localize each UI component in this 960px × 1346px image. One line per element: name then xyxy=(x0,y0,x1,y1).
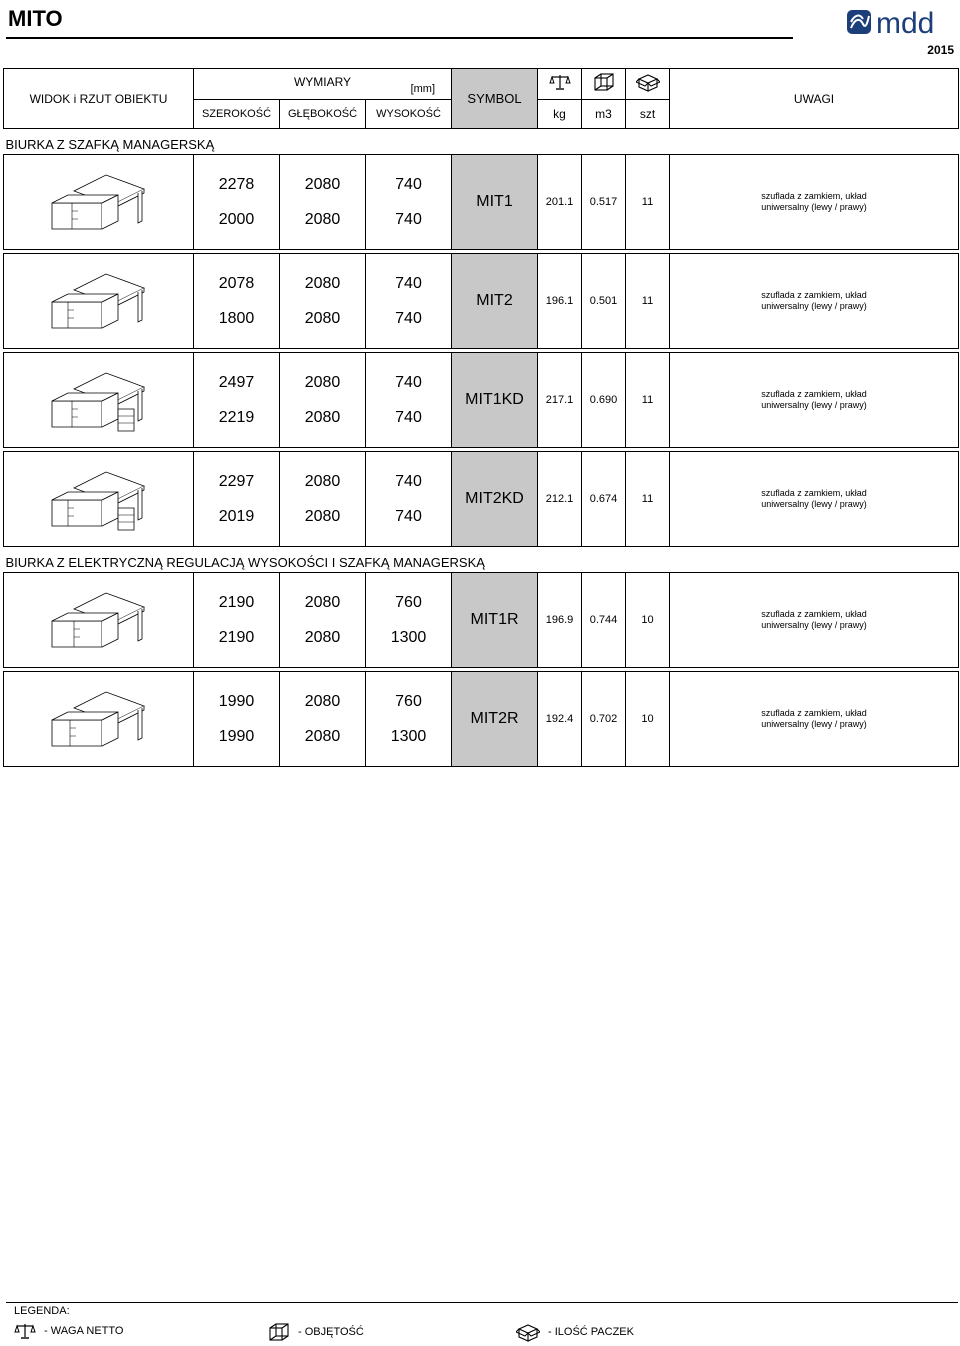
page-title: MITO xyxy=(8,6,63,31)
note-line: uniwersalny (lewy / prawy) xyxy=(761,719,867,729)
note-line: szuflada z zamkiem, układ xyxy=(761,488,867,498)
depth-value: 2080 xyxy=(304,374,341,391)
scale-icon xyxy=(14,1322,36,1340)
height-value: 740 xyxy=(395,176,422,193)
symbol-cell: MIT1 xyxy=(452,155,538,250)
product-row xyxy=(4,672,959,767)
packages-cell: 11 xyxy=(626,353,670,448)
weight-cell: 212.1 xyxy=(538,452,582,547)
volume-cell: 0.702 xyxy=(582,672,626,767)
height-value: 740 xyxy=(395,409,422,426)
depth-cell xyxy=(280,353,366,448)
notes-cell xyxy=(670,452,959,547)
depth-cell xyxy=(280,155,366,250)
header-notes: UWAGI xyxy=(670,69,959,129)
packages-cell: 10 xyxy=(626,573,670,668)
depth-value: 2080 xyxy=(304,176,341,193)
width-cell xyxy=(194,573,280,668)
depth-cell xyxy=(280,452,366,547)
note-line: szuflada z zamkiem, układ xyxy=(761,290,867,300)
product-sheet xyxy=(3,68,958,767)
width-value: 2019 xyxy=(218,508,255,525)
product-row xyxy=(4,155,959,250)
desk-drawing xyxy=(44,684,154,754)
header-view: WIDOK i RZUT OBIEKTU xyxy=(4,69,194,129)
width-value: 2078 xyxy=(218,275,255,292)
desk-drawing xyxy=(44,365,154,435)
header-kg: kg xyxy=(538,100,582,129)
desk-drawing xyxy=(44,167,154,237)
weight-cell: 196.1 xyxy=(538,254,582,349)
legend-weight-label: - WAGA NETTO xyxy=(44,1325,124,1337)
notes-cell xyxy=(670,573,959,668)
header-package xyxy=(626,69,670,100)
depth-value: 2080 xyxy=(304,728,341,745)
svg-text:mdd: mdd xyxy=(876,7,935,40)
volume-cell: 0.744 xyxy=(582,573,626,668)
product-row xyxy=(4,573,959,668)
height-value: 740 xyxy=(395,211,422,228)
note-line: szuflada z zamkiem, układ xyxy=(761,389,867,399)
header-symbol: SYMBOL xyxy=(452,69,538,129)
desk-drawing xyxy=(44,464,154,534)
note-line: uniwersalny (lewy / prawy) xyxy=(761,202,867,212)
product-view xyxy=(4,353,194,448)
depth-value: 2080 xyxy=(304,693,341,710)
width-cell xyxy=(194,254,280,349)
symbol-cell: MIT2R xyxy=(452,672,538,767)
width-value: 1800 xyxy=(218,310,255,327)
width-value: 2497 xyxy=(218,374,255,391)
cube-icon xyxy=(268,1322,290,1342)
height-cell xyxy=(366,254,452,349)
depth-value: 2080 xyxy=(304,508,341,525)
product-view xyxy=(4,672,194,767)
packages-cell: 11 xyxy=(626,155,670,250)
weight-cell: 201.1 xyxy=(538,155,582,250)
note-line: uniwersalny (lewy / prawy) xyxy=(761,301,867,311)
symbol-cell: MIT1R xyxy=(452,573,538,668)
notes-cell xyxy=(670,672,959,767)
height-cell xyxy=(366,672,452,767)
height-cell xyxy=(366,353,452,448)
header-depth: GŁĘBOKOŚĆ xyxy=(280,100,366,129)
depth-value: 2080 xyxy=(304,594,341,611)
product-row xyxy=(4,452,959,547)
height-value: 740 xyxy=(395,374,422,391)
weight-cell: 217.1 xyxy=(538,353,582,448)
height-value: 740 xyxy=(395,508,422,525)
note-line: szuflada z zamkiem, układ xyxy=(761,191,867,201)
width-value: 2000 xyxy=(218,211,255,228)
height-value: 740 xyxy=(395,310,422,327)
height-cell xyxy=(366,155,452,250)
header-cube xyxy=(582,69,626,100)
legend-item-weight xyxy=(14,1322,123,1340)
width-cell xyxy=(194,672,280,767)
product-table xyxy=(3,68,959,767)
width-value: 2190 xyxy=(218,629,255,646)
weight-cell: 196.9 xyxy=(538,573,582,668)
header-szt: szt xyxy=(626,100,670,129)
product-view xyxy=(4,155,194,250)
symbol-cell: MIT1KD xyxy=(452,353,538,448)
legend-title: LEGENDA: xyxy=(14,1305,70,1317)
cube-icon xyxy=(593,72,615,92)
depth-cell xyxy=(280,672,366,767)
symbol-cell: MIT2KD xyxy=(452,452,538,547)
desk-drawing xyxy=(44,585,154,655)
section-header xyxy=(4,129,959,155)
depth-value: 2080 xyxy=(304,310,341,327)
note-line: uniwersalny (lewy / prawy) xyxy=(761,620,867,630)
depth-value: 2080 xyxy=(304,629,341,646)
product-view xyxy=(4,452,194,547)
note-line: uniwersalny (lewy / prawy) xyxy=(761,499,867,509)
section-title: BIURKA Z ELEKTRYCZNĄ REGULACJĄ WYSOKOŚCI I SZAFKĄ MANAGERSKĄ xyxy=(4,547,959,573)
volume-cell: 0.674 xyxy=(582,452,626,547)
notes-cell xyxy=(670,353,959,448)
volume-cell: 0.690 xyxy=(582,353,626,448)
dimensions-label: WYMIARY xyxy=(293,75,352,89)
depth-cell xyxy=(280,254,366,349)
volume-cell: 0.501 xyxy=(582,254,626,349)
width-value: 2297 xyxy=(218,473,255,490)
height-value: 1300 xyxy=(390,629,427,646)
depth-value: 2080 xyxy=(304,473,341,490)
header-m3: m3 xyxy=(582,100,626,129)
height-value: 760 xyxy=(395,594,422,611)
section-header xyxy=(4,547,959,573)
height-value: 760 xyxy=(395,693,422,710)
note-line: uniwersalny (lewy / prawy) xyxy=(761,400,867,410)
header-scale xyxy=(538,69,582,100)
width-value: 2278 xyxy=(218,176,255,193)
legend-item-packages xyxy=(516,1322,634,1342)
legend-item-volume xyxy=(268,1322,364,1342)
unit-label: [mm] xyxy=(410,83,436,95)
notes-cell xyxy=(670,254,959,349)
width-value: 2190 xyxy=(218,594,255,611)
product-row xyxy=(4,353,959,448)
legend-volume-label: - OBJĘTOŚĆ xyxy=(298,1326,364,1338)
mdd-logo xyxy=(846,6,958,40)
packages-cell: 11 xyxy=(626,254,670,349)
header-height: WYSOKOŚĆ xyxy=(366,100,452,129)
width-cell xyxy=(194,452,280,547)
package-icon xyxy=(636,72,660,92)
note-line: szuflada z zamkiem, układ xyxy=(761,708,867,718)
height-cell xyxy=(366,573,452,668)
volume-cell: 0.517 xyxy=(582,155,626,250)
height-cell xyxy=(366,452,452,547)
depth-cell xyxy=(280,573,366,668)
product-view xyxy=(4,573,194,668)
legend-divider xyxy=(6,1302,958,1303)
weight-cell: 192.4 xyxy=(538,672,582,767)
height-value: 1300 xyxy=(390,728,427,745)
title-divider xyxy=(6,37,793,39)
product-view xyxy=(4,254,194,349)
header-width: SZEROKOŚĆ xyxy=(194,100,280,129)
section-title: BIURKA Z SZAFKĄ MANAGERSKĄ xyxy=(4,129,959,155)
legend-packages-label: - ILOŚĆ PACZEK xyxy=(548,1326,634,1338)
header-dimensions xyxy=(194,69,452,100)
height-value: 740 xyxy=(395,473,422,490)
symbol-cell: MIT2 xyxy=(452,254,538,349)
product-row xyxy=(4,254,959,349)
width-value: 1990 xyxy=(218,693,255,710)
year-label: 2015 xyxy=(927,43,954,57)
width-cell xyxy=(194,353,280,448)
package-icon xyxy=(516,1322,540,1342)
notes-cell xyxy=(670,155,959,250)
depth-value: 2080 xyxy=(304,275,341,292)
header-row-top xyxy=(4,69,959,100)
scale-icon xyxy=(549,73,571,91)
desk-drawing xyxy=(44,266,154,336)
packages-cell: 11 xyxy=(626,452,670,547)
depth-value: 2080 xyxy=(304,211,341,228)
width-value: 1990 xyxy=(218,728,255,745)
height-value: 740 xyxy=(395,275,422,292)
width-value: 2219 xyxy=(218,409,255,426)
note-line: szuflada z zamkiem, układ xyxy=(761,609,867,619)
packages-cell: 10 xyxy=(626,672,670,767)
depth-value: 2080 xyxy=(304,409,341,426)
width-cell xyxy=(194,155,280,250)
